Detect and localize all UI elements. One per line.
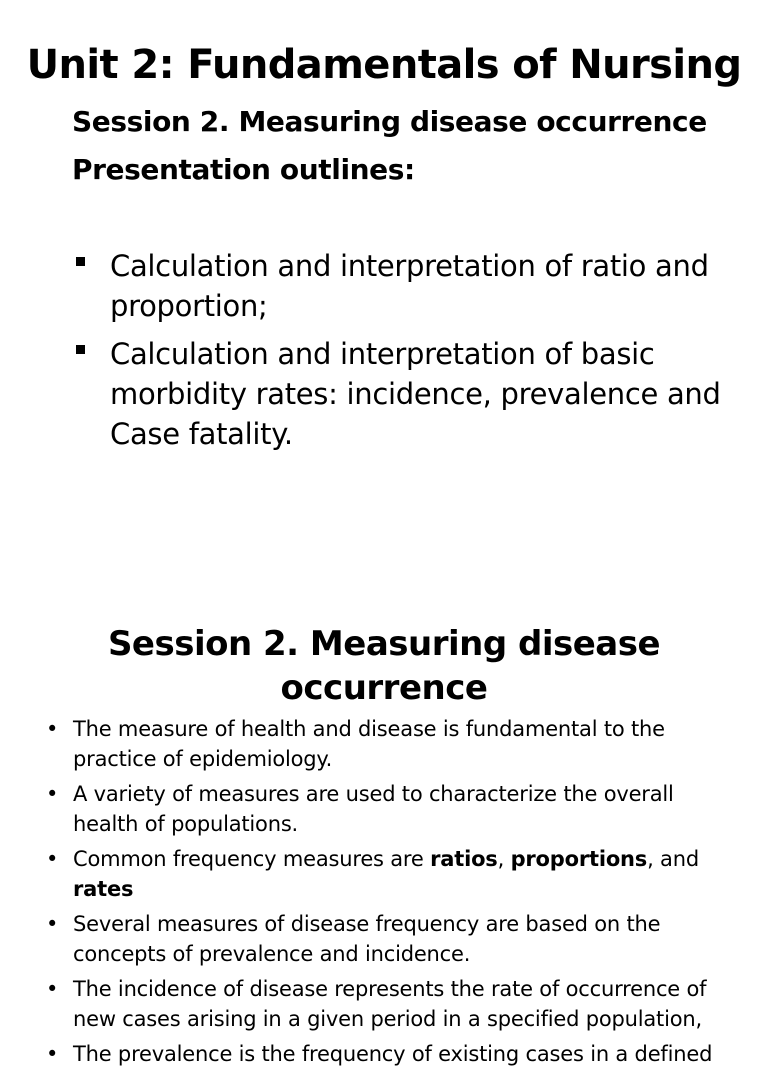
list-item-frequency-measures <box>46 844 736 904</box>
outline-item <box>72 334 722 454</box>
list-item <box>46 974 736 1034</box>
slide-title: Unit 2: Fundamentals of Nursing <box>26 42 742 88</box>
bullet-dot-icon: • <box>46 847 59 871</box>
bullet-dot-icon: • <box>46 717 59 741</box>
list-item-text: Several measures of disease frequency are based on the concepts of prevalence and incidence. <box>73 912 661 966</box>
term-ratios: ratios <box>430 847 498 871</box>
outline-item-text: Calculation and interpretation of ratio and proportion; <box>110 249 709 323</box>
list-item <box>46 1039 736 1069</box>
outlines-heading: Presentation outlines: <box>72 153 415 186</box>
list-item <box>46 779 736 839</box>
session-heading: Session 2. Measuring disease occurrence <box>72 105 707 138</box>
list-item-text: A variety of measures are used to characterize the overall health of populations. <box>73 782 674 836</box>
term-rates: rates <box>73 877 134 901</box>
bullet-dot-icon: • <box>46 1042 59 1066</box>
frequency-prefix: Common frequency measures are <box>73 847 431 871</box>
list-item <box>46 909 736 969</box>
list-item-text: The incidence of disease represents the rate of occurrence of new cases arising in a given period in a specified population, <box>73 977 707 1031</box>
list-item-text: The prevalence is the frequency of existing cases in a defined <box>73 1042 713 1066</box>
frequency-separator: , and <box>647 847 699 871</box>
outline-item-text: Calculation and interpretation of basic morbidity rates: incidence, prevalence and Case fatality. <box>110 337 721 451</box>
list-item-text: The measure of health and disease is fundamental to the practice of epidemiology. <box>73 717 665 771</box>
outline-item <box>72 246 722 326</box>
bullet-dot-icon: • <box>46 912 59 936</box>
square-bullet-icon <box>76 257 85 266</box>
bullet-dot-icon: • <box>46 782 59 806</box>
frequency-separator: , <box>497 847 511 871</box>
outline-list <box>72 246 722 462</box>
bullet-dot-icon: • <box>46 977 59 1001</box>
slide-2 <box>0 560 768 1066</box>
slide-title: Session 2. Measuring disease occurrence <box>107 624 661 708</box>
term-proportions: proportions <box>510 847 648 871</box>
list-item <box>46 714 736 774</box>
content-list <box>46 714 736 1074</box>
square-bullet-icon <box>76 345 85 354</box>
